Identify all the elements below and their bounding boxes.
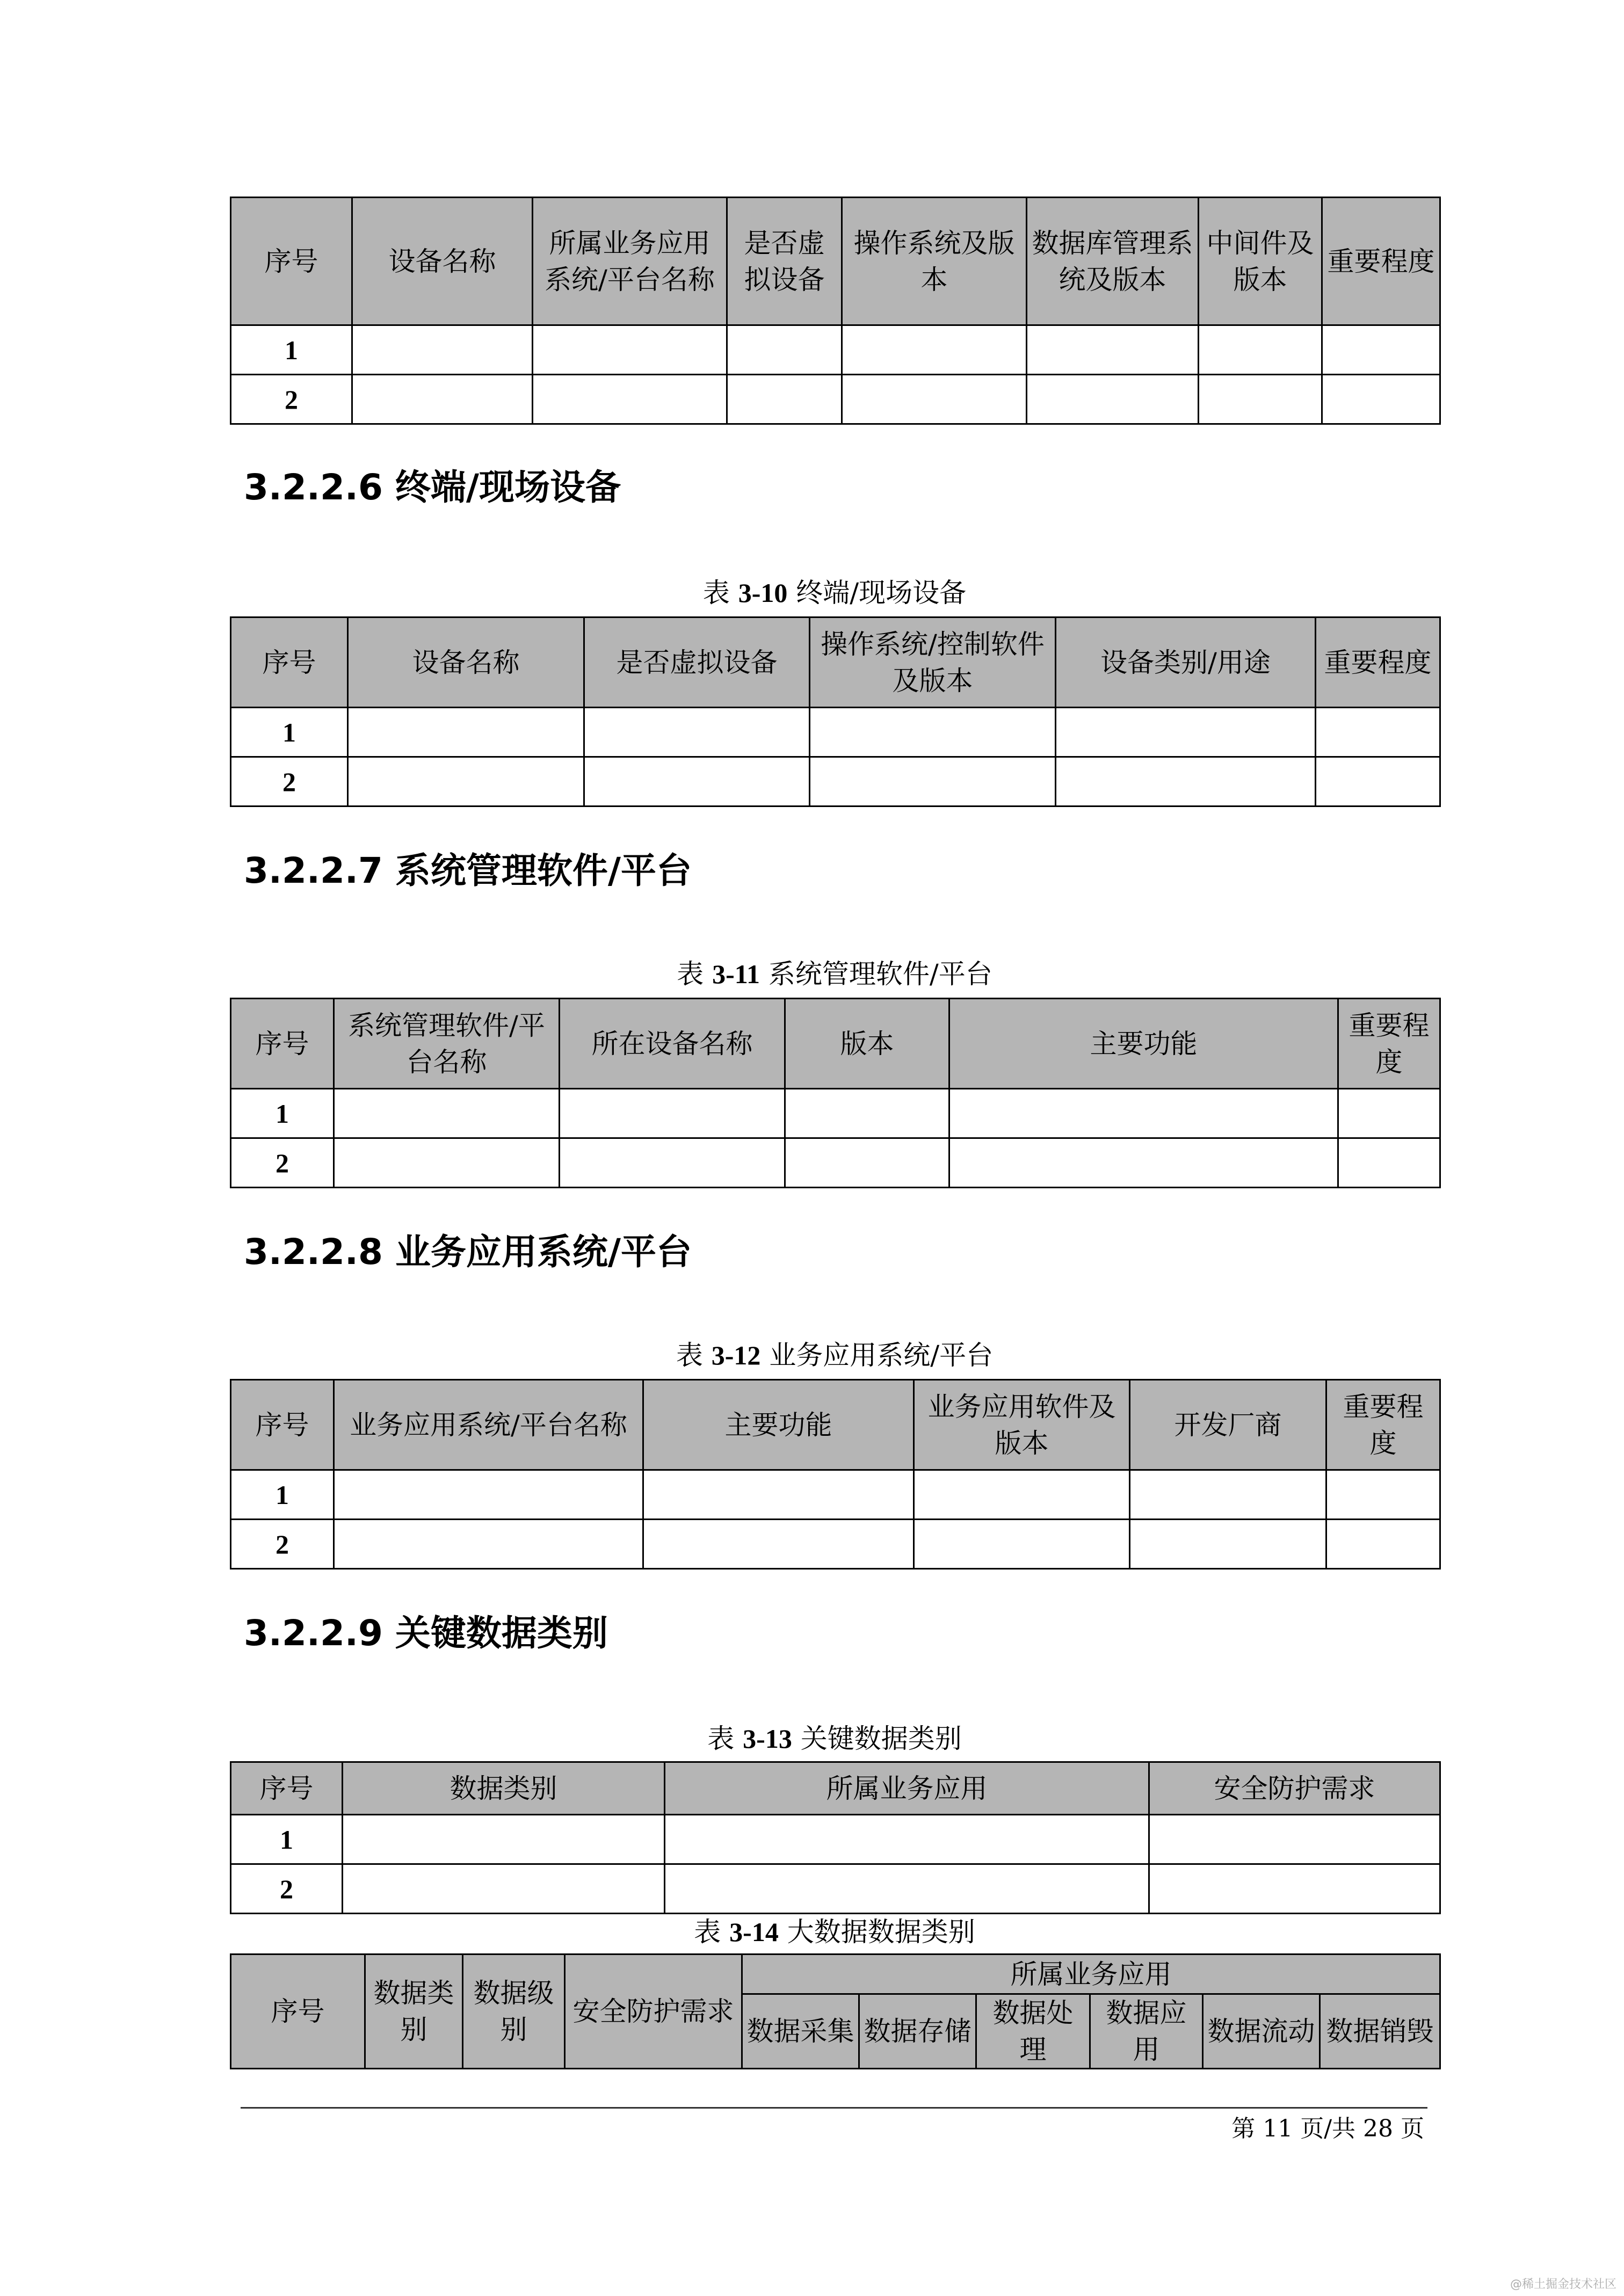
- table-cell: [348, 757, 584, 806]
- table-cell: [1149, 1815, 1440, 1864]
- row-number: 2: [231, 1864, 343, 1914]
- table-row: [231, 1138, 1440, 1188]
- table-cell: [785, 1089, 949, 1138]
- caption-label: 表: [677, 958, 704, 990]
- table-row: [231, 1470, 1440, 1520]
- table-header-cell: 操作系统及版本: [842, 198, 1027, 325]
- footer-divider: [241, 2107, 1427, 2109]
- table-cell: [643, 1520, 914, 1569]
- caption-label: 表: [702, 577, 730, 608]
- caption-number: 3-10: [738, 578, 788, 608]
- table-subheader-cell: 数据流动: [1203, 1994, 1320, 2069]
- table-cell: [1027, 375, 1199, 424]
- table-cell: [348, 708, 584, 757]
- table-cell: [1326, 1520, 1440, 1569]
- table-cell: [842, 375, 1027, 424]
- caption-label: 表: [707, 1723, 735, 1754]
- table-header-cell: 序号: [231, 198, 352, 325]
- caption-text: 大数据数据类别: [787, 1916, 975, 1948]
- table-header-cell: 安全防护需求: [565, 1954, 742, 2069]
- table-subheader-cell: 数据处理: [976, 1994, 1090, 2069]
- row-number: 2: [231, 1138, 334, 1188]
- table-cell: [352, 375, 533, 424]
- table-row: [231, 708, 1440, 757]
- table-3-10: [230, 616, 1441, 807]
- table-header-cell: 序号: [231, 999, 334, 1089]
- table-cell: [665, 1864, 1149, 1914]
- table-cell: [949, 1138, 1338, 1188]
- table-header-cell: 数据库管理系统及版本: [1027, 198, 1199, 325]
- caption-text: 系统管理软件/平台: [768, 958, 992, 990]
- table-header-cell: 主要功能: [643, 1380, 914, 1470]
- table-cell: [1199, 375, 1322, 424]
- table-row: [231, 757, 1440, 806]
- table-cell: [1338, 1138, 1440, 1188]
- table-cell: [560, 1089, 785, 1138]
- table-group-header: 所属业务应用: [742, 1954, 1440, 1994]
- table-cell: [842, 325, 1027, 375]
- section-heading: 3.2.2.8 业务应用系统/平台: [244, 1231, 692, 1273]
- section-heading: 3.2.2.7 系统管理软件/平台: [244, 850, 692, 891]
- row-number: 1: [231, 1089, 334, 1138]
- table-cell: [1027, 325, 1199, 375]
- table-row: [231, 1089, 1440, 1138]
- caption-label: 表: [676, 1340, 703, 1371]
- table-cell: [1322, 325, 1440, 375]
- table-header-cell: 开发厂商: [1130, 1380, 1326, 1470]
- table-caption: [230, 577, 1439, 609]
- table-subheader-cell: 数据存储: [859, 1994, 976, 2069]
- caption-number: 3-12: [711, 1340, 761, 1370]
- table-cell: [914, 1470, 1130, 1520]
- table-header-cell: 数据级别: [463, 1954, 565, 2069]
- table-cell: [1056, 757, 1316, 806]
- table-cell: [334, 1520, 643, 1569]
- table-cell: [352, 325, 533, 375]
- table-header-cell: 序号: [231, 1762, 343, 1815]
- table-cell: [727, 325, 842, 375]
- table-cell: [584, 708, 810, 757]
- table-cell: [560, 1138, 785, 1188]
- table-cell: [1199, 325, 1322, 375]
- row-number: 2: [231, 1520, 334, 1569]
- table-header-cell: 业务应用系统/平台名称: [334, 1380, 643, 1470]
- table-header-cell: 操作系统/控制软件及版本: [810, 617, 1056, 708]
- table-header-cell: 设备名称: [352, 198, 533, 325]
- table-header-cell: 系统管理软件/平台名称: [334, 999, 560, 1089]
- table-row: [231, 325, 1440, 375]
- row-number: 1: [231, 325, 352, 375]
- table-subheader-cell: 数据销毁: [1320, 1994, 1440, 2069]
- table-cell: [1316, 757, 1440, 806]
- table-cell: [914, 1520, 1130, 1569]
- table-header-cell: 中间件及版本: [1199, 198, 1322, 325]
- table-cell: [343, 1815, 665, 1864]
- table-3-12: [230, 1379, 1441, 1570]
- table-cell: [810, 708, 1056, 757]
- table-cell: [334, 1138, 560, 1188]
- table-cell: [665, 1815, 1149, 1864]
- table-header-cell: 序号: [231, 1954, 365, 2069]
- row-number: 1: [231, 708, 348, 757]
- table-cell: [643, 1470, 914, 1520]
- caption-number: 3-13: [743, 1724, 792, 1754]
- table-cell: [1130, 1520, 1326, 1569]
- table-header-cell: 安全防护需求: [1149, 1762, 1440, 1815]
- table-header-cell: 是否虚拟设备: [584, 617, 810, 708]
- caption-number: 3-14: [729, 1917, 779, 1947]
- table-header-cell: 设备名称: [348, 617, 584, 708]
- table-cell: [727, 375, 842, 424]
- table-cell: [810, 757, 1056, 806]
- table-cell: [1338, 1089, 1440, 1138]
- table-row: [231, 1815, 1440, 1864]
- caption-text: 业务应用系统/平台: [769, 1340, 994, 1371]
- table-header-cell: 重要程度: [1322, 198, 1440, 325]
- table-caption: [230, 958, 1439, 990]
- table-cell: [1149, 1864, 1440, 1914]
- table-caption: [230, 1916, 1439, 1948]
- table-header-cell: 重要程度: [1326, 1380, 1440, 1470]
- table-subheader-cell: 数据应用: [1090, 1994, 1203, 2069]
- table-header-cell: 版本: [785, 999, 949, 1089]
- table-3-11: [230, 998, 1441, 1188]
- table-row: [231, 375, 1440, 424]
- table-cell: [343, 1864, 665, 1914]
- table-cell: [949, 1089, 1338, 1138]
- table-header-cell: 所属业务应用: [665, 1762, 1149, 1815]
- caption-number: 3-11: [712, 959, 760, 989]
- table-header-cell: 是否虚拟设备: [727, 198, 842, 325]
- table-3-13: [230, 1761, 1441, 1914]
- page-number: 第 11 页/共 28 页: [1231, 2115, 1424, 2142]
- table-3-9: [230, 197, 1441, 425]
- table-header-cell: 数据类别: [343, 1762, 665, 1815]
- table-subheader-cell: 数据采集: [742, 1994, 859, 2069]
- table-header-cell: 数据类别: [365, 1954, 463, 2069]
- table-caption: [230, 1339, 1439, 1371]
- table-cell: [334, 1470, 643, 1520]
- table-header-cell: 设备类别/用途: [1056, 617, 1316, 708]
- row-number: 1: [231, 1815, 343, 1864]
- table-cell: [1130, 1470, 1326, 1520]
- table-header-cell: 所在设备名称: [560, 999, 785, 1089]
- table-row: [231, 1520, 1440, 1569]
- table-header-cell: 业务应用软件及版本: [914, 1380, 1130, 1470]
- table-cell: [533, 325, 727, 375]
- caption-text: 关键数据类别: [800, 1723, 962, 1754]
- table-cell: [584, 757, 810, 806]
- caption-text: 终端/现场设备: [796, 577, 967, 608]
- table-cell: [334, 1089, 560, 1138]
- table-caption: [230, 1723, 1439, 1755]
- watermark: @稀土掘金技术社区: [1510, 2278, 1616, 2291]
- row-number: 1: [231, 1470, 334, 1520]
- table-3-14: [230, 1953, 1441, 2069]
- table-cell: [1326, 1470, 1440, 1520]
- table-header-cell: 所属业务应用系统/平台名称: [533, 198, 727, 325]
- table-cell: [533, 375, 727, 424]
- table-header-cell: 序号: [231, 1380, 334, 1470]
- table-row: [231, 1864, 1440, 1914]
- table-cell: [1316, 708, 1440, 757]
- table-header-cell: 主要功能: [949, 999, 1338, 1089]
- section-heading: 3.2.2.6 终端/现场设备: [244, 467, 621, 508]
- table-cell: [785, 1138, 949, 1188]
- section-heading: 3.2.2.9 关键数据类别: [244, 1612, 608, 1654]
- table-header-cell: 重要程度: [1316, 617, 1440, 708]
- table-cell: [1056, 708, 1316, 757]
- table-header-cell: 重要程度: [1338, 999, 1440, 1089]
- row-number: 2: [231, 375, 352, 424]
- row-number: 2: [231, 757, 348, 806]
- table-header-cell: 序号: [231, 617, 348, 708]
- table-cell: [1322, 375, 1440, 424]
- caption-label: 表: [694, 1916, 721, 1948]
